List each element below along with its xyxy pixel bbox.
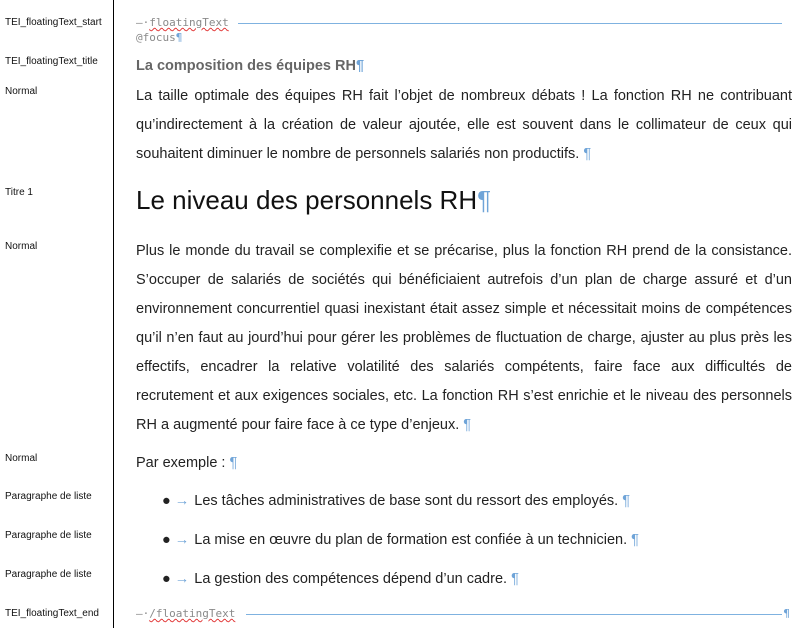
pilcrow-mark: ¶ — [783, 607, 790, 620]
style-label-ft-title[interactable]: TEI_floatingText_title — [5, 56, 98, 67]
paragraph-main-text: Plus le monde du travail se complexifie et se précarise, plus la fonction RH prend de la consistance. S’occuper de salariés de sociétés qui bénéficiaient autrefois d’un plan de charge assuré et d’un environnement concurrentiel quasi inexistant était assez simple et nécessitait moins de compétences qu’il n’en faut au jourd’hui pour gérer les problèmes de fluctuation de charge, ajuster au plus près les effectifs, encadrer la relative volatilité des salariés compétents, faire face aux difficultés de recrutement et aux exigences sociales, etc. La fonction RH s’est enrichie et le niveau des personnels RH a augmenté pour faire face à ce type d’enjeux. — [136, 243, 792, 433]
list-item[interactable] — [162, 571, 519, 587]
floating-text-start-rule — [238, 23, 782, 24]
style-label-ft-end[interactable]: TEI_floatingText_end — [5, 608, 99, 619]
style-label-list-paragraph[interactable]: Paragraphe de liste — [5, 569, 92, 580]
paragraph-example-text: Par exemple : — [136, 455, 226, 471]
list-item-text: La mise en œuvre du plan de formation est confiée à un technicien. — [194, 532, 628, 548]
bullet-icon: ● — [162, 532, 171, 548]
tab-arrow-icon: → — [174, 571, 190, 587]
paragraph-example[interactable] — [136, 449, 792, 478]
floating-text-start-tag: floatingText — [149, 16, 229, 29]
list-item[interactable] — [162, 493, 630, 509]
paragraph-intro[interactable] — [136, 82, 792, 169]
floating-text-end-rule — [246, 614, 782, 615]
pilcrow-mark: ¶ — [355, 58, 365, 74]
floating-text-title[interactable] — [136, 58, 792, 74]
list-item-text: La gestion des compétences dépend d’un cadre. — [194, 571, 508, 587]
pilcrow-mark: ¶ — [477, 185, 492, 215]
style-label-ft-start[interactable]: TEI_floatingText_start — [5, 17, 102, 28]
style-label-normal[interactable]: Normal — [5, 453, 38, 464]
pilcrow-mark: ¶ — [583, 146, 592, 162]
pilcrow-mark: ¶ — [229, 455, 238, 471]
focus-text: @focus — [136, 31, 176, 44]
list-item[interactable] — [162, 532, 639, 548]
paragraph-main[interactable] — [136, 237, 792, 440]
bullet-icon: ● — [162, 493, 171, 509]
style-label-normal[interactable]: Normal — [5, 241, 38, 252]
section-title-text: La composition des équipes RH — [136, 58, 356, 74]
pilcrow-mark: ¶ — [511, 571, 519, 587]
pilcrow-mark: ¶ — [622, 493, 631, 509]
floating-text-start-marker[interactable]: —·floatingText — [136, 16, 229, 29]
bullet-icon: ● — [162, 571, 171, 587]
focus-attribute[interactable] — [136, 31, 792, 44]
pilcrow-mark: ¶ — [631, 532, 639, 548]
tab-arrow-icon: → — [174, 532, 190, 548]
floating-text-end-tag: /floatingText — [149, 607, 236, 620]
style-area-pane — [0, 0, 114, 628]
document-body[interactable] — [114, 0, 812, 628]
heading-text: Le niveau des personnels RH — [136, 185, 478, 215]
style-label-titre1[interactable]: Titre 1 — [5, 187, 33, 198]
paragraph-intro-text: La taille optimale des équipes RH fait l’objet de nombreux débats ! La fonction RH ne contribuant qu’indirectement à la création de valeur ajoutée, elle est souvent dans le collimateur de ceux qui souhaitent diminuer le nombre de personnels salariés non productifs. — [136, 88, 792, 162]
heading-niveau-personnels[interactable] — [136, 185, 792, 216]
style-label-normal[interactable]: Normal — [5, 86, 38, 97]
floating-text-end-marker[interactable]: —·/floatingText — [136, 607, 236, 620]
style-label-list-paragraph[interactable]: Paragraphe de liste — [5, 491, 92, 502]
style-label-list-paragraph[interactable]: Paragraphe de liste — [5, 530, 92, 541]
pilcrow-mark: ¶ — [463, 417, 472, 433]
pilcrow-mark: ¶ — [175, 31, 183, 44]
list-item-text: Les tâches administratives de base sont du ressort des employés. — [194, 493, 619, 509]
tab-arrow-icon: → — [174, 493, 190, 509]
